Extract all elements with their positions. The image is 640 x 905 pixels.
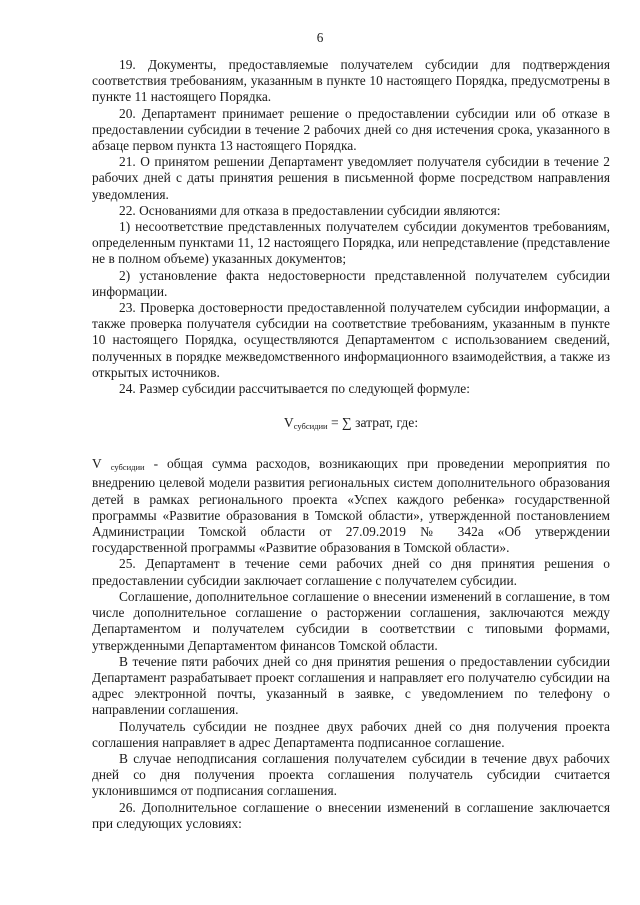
subsidy-formula (92, 415, 610, 434)
paragraph-19: 19. Документы, предоставляемые получателем субсидии для подтверждения соответствия требованиям, указанным в пункте 10 настоящего Порядка, предусмотрены в пункте 11 настоящего Порядка. (92, 57, 610, 105)
paragraph-21: 21. О принятом решении Департамент уведомляет получателя субсидии в течение 2 рабочих дней с даты принятия решения в письменной форме посредством направления уведомления. (92, 154, 610, 202)
definition-text: - общая сумма расходов, возникающих при проведении мероприятия по внедрению целевой модели развития региональных систем дополнительного образования детей в рамках регионального проекта «Успех каждого ребенка» государственной программы «Развитие образования в Томской области», утвержденной постановлением Администрации Томской области от 27.09.2019 № 342а «Об утверждении государственной программы «Развитие образования в Томской области». (92, 456, 610, 556)
formula-subscript: субсидии (293, 421, 328, 432)
paragraph-23: 23. Проверка достоверности предоставленной получателем субсидии информации, а также проверка получателя субсидии на соответствие требованиям, указанным в пункте 10 настоящего Порядка, осуществляются Департаментом с использованием сведений, полученных в порядке межведомственного информационного взаимодействия, а также из открытых источников. (92, 300, 610, 380)
paragraph-22-item-2: 2) установление факта недостоверности представленной получателем субсидии информации. (92, 267, 610, 299)
paragraph-26: 26. Дополнительное соглашение о внесении изменений в соглашение заключается при следующих условиях: (92, 799, 610, 831)
formula-definition (92, 456, 610, 556)
definition-subscript: субсидии (110, 462, 145, 473)
paragraph-agreement-types: Соглашение, дополнительное соглашение о внесении изменений в соглашение, в том числе дополнительное соглашение о расторжении соглашения, заключаются между Департаментом и получателем субсидии в соответствии с типовыми формами, утвержденными Департаментом финансов Томской области. (92, 588, 610, 653)
paragraph-non-signing: В случае неподписания соглашения получателем субсидии в течение двух рабочих дней со дня получения проекта соглашения получатель субсидии считается уклонившимся от подписания соглашения. (92, 750, 610, 799)
paragraph-22-item-1: 1) несоответствие представленных получателем субсидии документов требованиям, определенным пунктами 11, 12 настоящего Порядка, или непредставление (представление не в полном объеме) указанных документов; (92, 219, 610, 267)
paragraph-22: 22. Основаниями для отказа в предоставлении субсидии являются: (119, 202, 501, 218)
definition-symbol: V (92, 456, 102, 472)
formula-expression: = ∑ затрат, где: (327, 415, 419, 431)
paragraph-20: 20. Департамент принимает решение о предоставлении субсидии или об отказе в предоставлении субсидии в течение 2 рабочих дней со дня истечения срока, указанного в абзаце первом пункта 13 настоящего Порядка. (92, 105, 610, 154)
formula-symbol: V (283, 415, 294, 431)
paragraph-25: 25. Департамент в течение семи рабочих дней со дня принятия решения о предоставлении субсидии заключает соглашение с получателем субсидии. (92, 556, 610, 588)
page-number: 6 (316, 30, 324, 45)
paragraph-draft-agreement: В течение пяти рабочих дней со дня принятия решения о предоставлении субсидии Департамент разрабатывает проект соглашения и направляет его получателю субсидии на адрес электронной почты, указанный в заявке, с уведомлением по телефону о направлении соглашения. (92, 653, 610, 718)
paragraph-signing: Получатель субсидии не позднее двух рабочих дней со дня получения проекта соглашения направляет в адрес Департамента подписанное соглашение. (92, 718, 610, 750)
paragraph-24: 24. Размер субсидии рассчитывается по следующей формуле: (119, 381, 470, 397)
